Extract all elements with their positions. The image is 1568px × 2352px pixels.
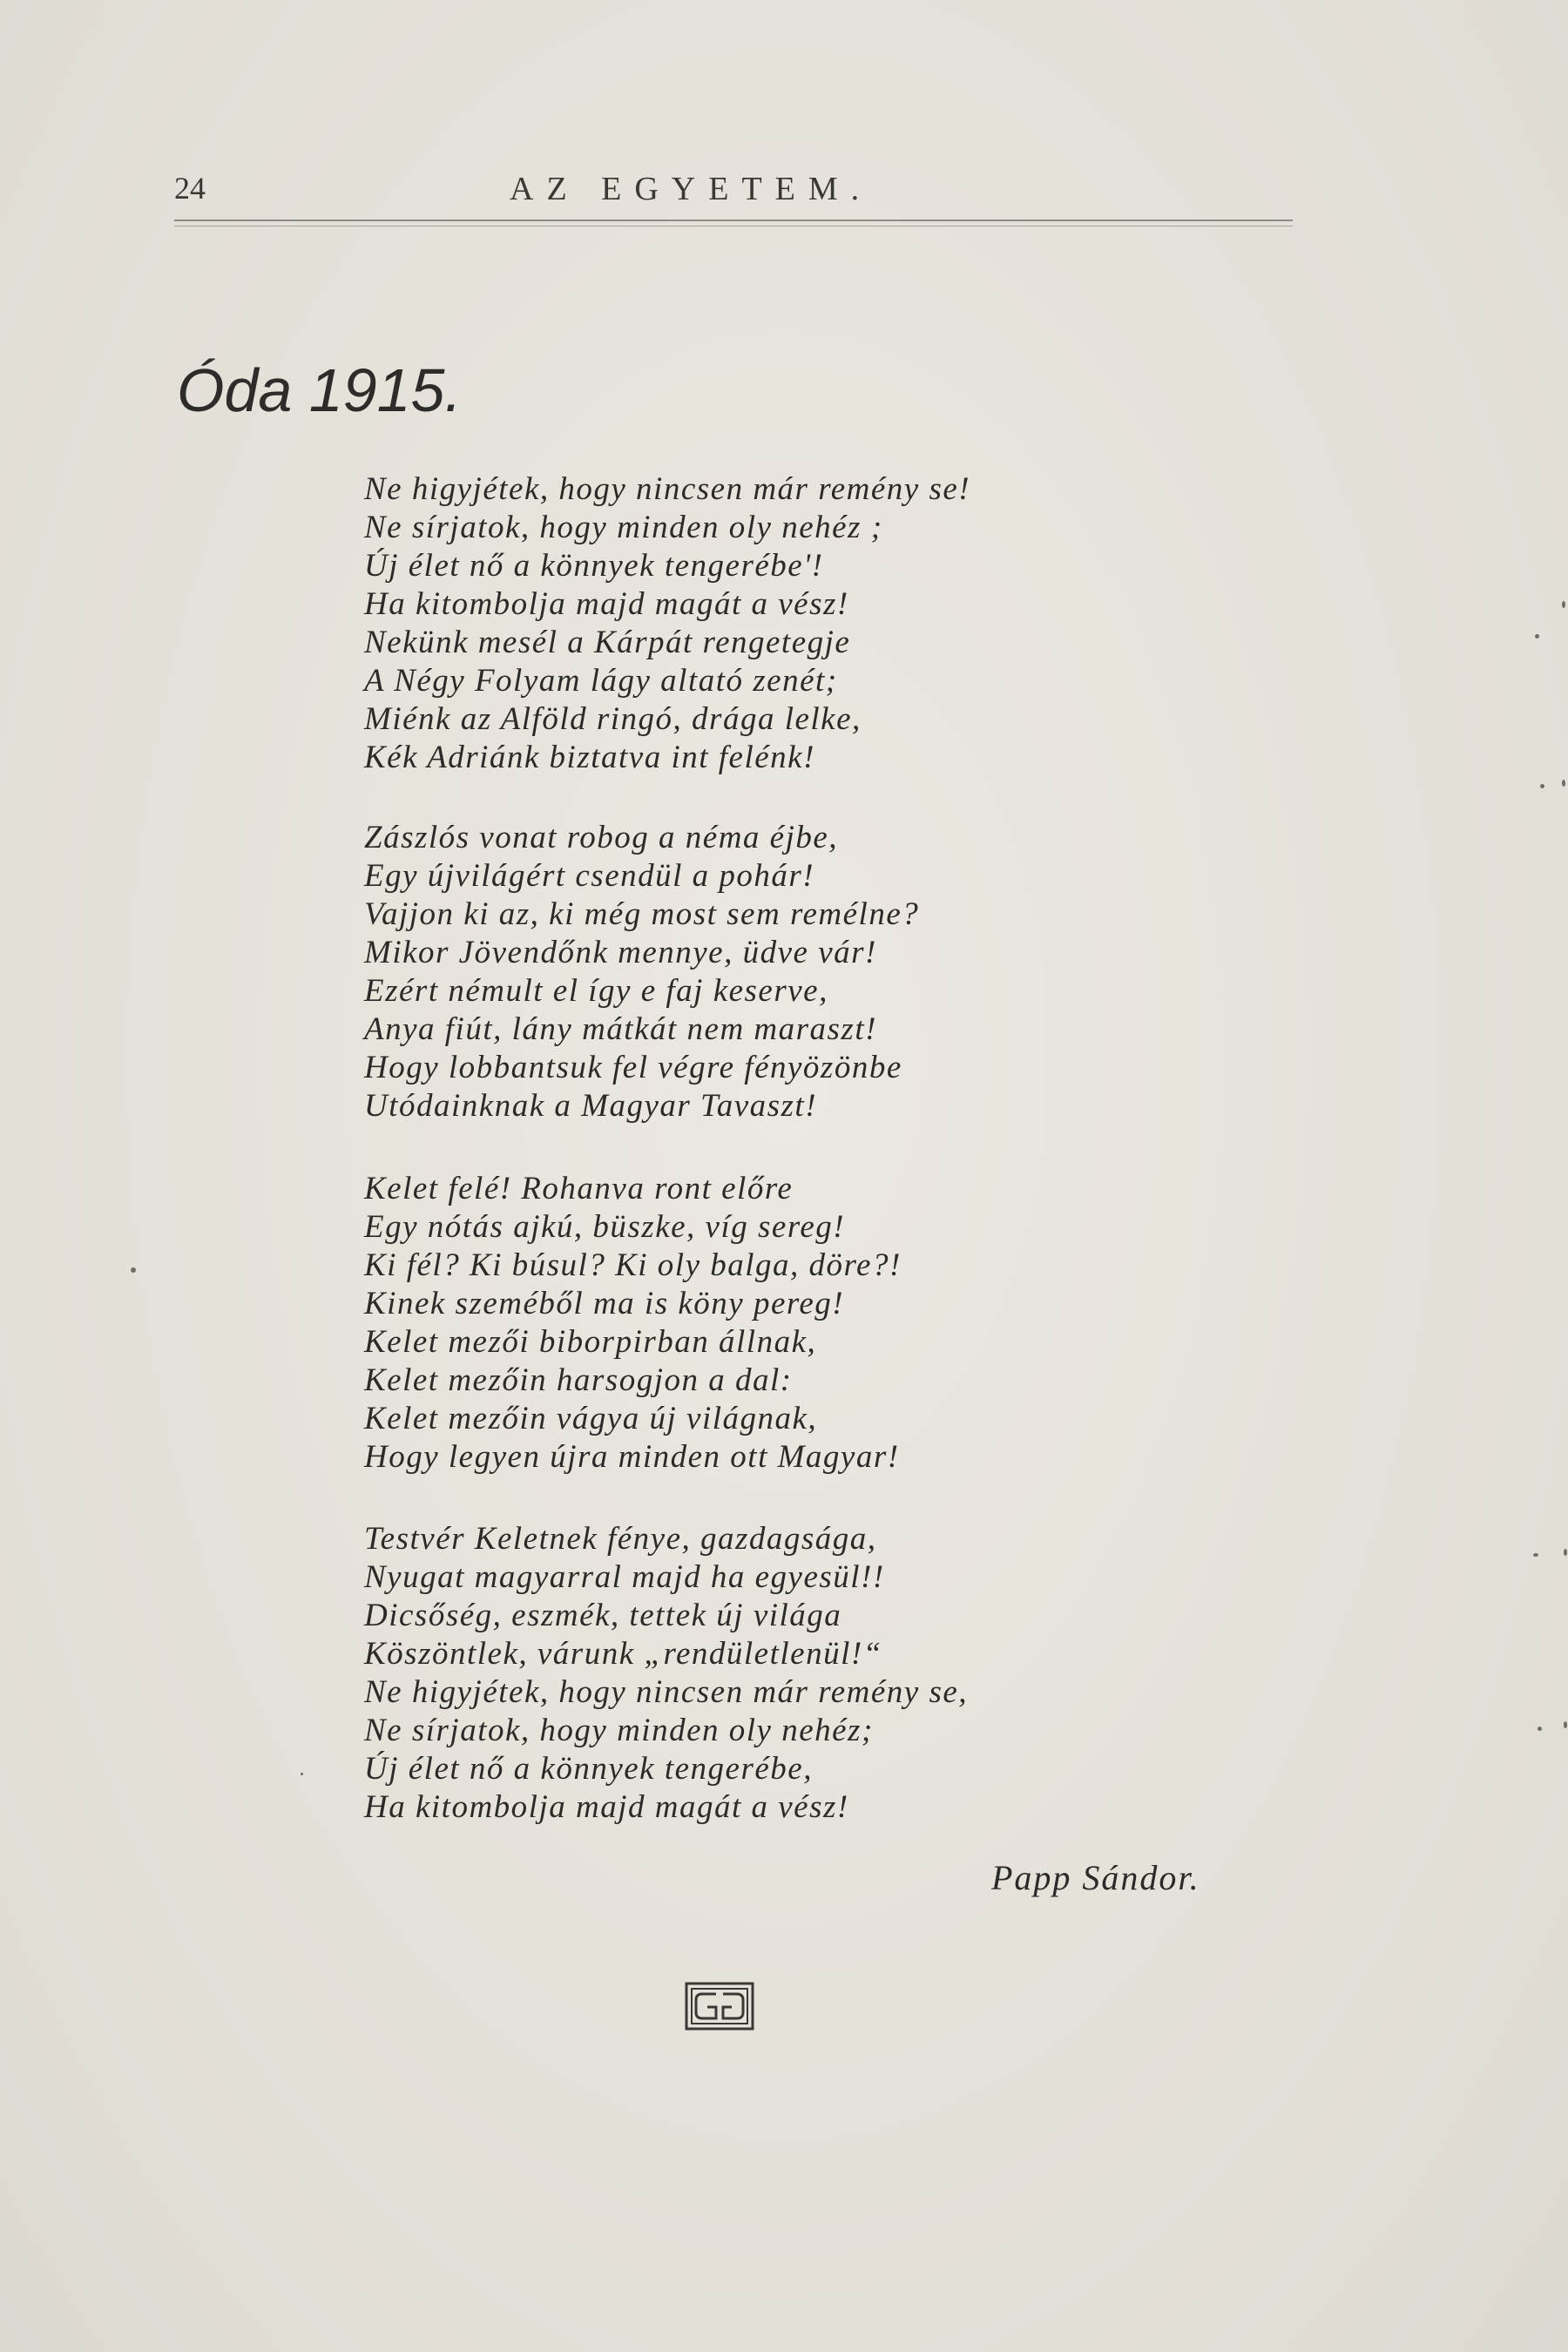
stanza-3 <box>364 1170 1235 1477</box>
verse-line: Zászlós vonat robog a néma éjbe, <box>364 820 839 855</box>
verse-line: Kék Adriánk biztatva int felénk! <box>364 740 815 775</box>
verse-line: Ha kitombolja majd magát a vész! <box>364 586 849 622</box>
verse-line: Anya fiút, lány mátkát nem maraszt! <box>364 1011 877 1047</box>
poem-title: Óda 1915. <box>177 356 462 424</box>
decorative-ornament-icon <box>685 1982 754 2031</box>
page-header <box>174 170 1293 222</box>
verse-line: Hogy legyen újra minden ott Magyar! <box>364 1439 900 1475</box>
speck <box>301 1773 303 1775</box>
speck <box>1535 634 1539 639</box>
verse-line: Nekünk mesél a Kárpát rengetegje <box>364 625 851 660</box>
verse-line: Dicsőség, eszmék, tettek új világa <box>364 1598 842 1633</box>
verse-line: Testvér Keletnek fénye, gazdagsága, <box>364 1521 877 1557</box>
verse-line: Ki fél? Ki búsul? Ki oly balga, döre?! <box>364 1247 902 1283</box>
verse-line: Mikor Jövendőnk mennye, üdve vár! <box>364 935 877 970</box>
verse-line: Egy újvilágért csendül a pohár! <box>364 858 815 894</box>
verse-line: Új élet nő a könnyek tengerébe'! <box>364 548 824 584</box>
verse-line: A Négy Folyam lágy altató zenét; <box>364 663 838 699</box>
verse-line: Utódainknak a Magyar Tavaszt! <box>364 1088 818 1124</box>
stanza-2 <box>364 819 1235 1125</box>
verse-line: Ne higyjétek, hogy nincsen már remény se! <box>364 471 971 507</box>
verse-line: Ha kitombolja majd magát a vész! <box>364 1789 849 1825</box>
speck <box>1564 1721 1567 1728</box>
speck <box>1564 1549 1567 1556</box>
verse-line: Ne higyjétek, hogy nincsen már remény se, <box>364 1674 969 1710</box>
speck <box>1562 601 1565 608</box>
verse-line: Kelet mezőin vágya új világnak, <box>364 1401 818 1436</box>
verse-line: Új élet nő a könnyek tengerébe, <box>364 1751 813 1787</box>
verse-line: Ezért némult el így e faj keserve, <box>364 973 828 1009</box>
speck <box>131 1267 136 1273</box>
verse-line: Miénk az Alföld ringó, drága lelke, <box>364 701 862 737</box>
page-number: 24 <box>174 171 206 206</box>
verse-line: Vajjon ki az, ki még most sem remélne? <box>364 896 920 932</box>
verse-line: Egy nótás ajkú, büszke, víg sereg! <box>364 1209 846 1245</box>
verse-line: Nyugat magyarral majd ha egyesül!! <box>364 1559 885 1595</box>
speck <box>1533 1553 1538 1557</box>
verse-line: Kelet mezőin harsogjon a dal: <box>364 1362 793 1398</box>
verse-line: Kelet felé! Rohanva ront előre <box>364 1171 794 1206</box>
speck <box>1538 1727 1542 1731</box>
verse-line: Köszöntlek, várunk „rendületlenül!“ <box>364 1636 882 1672</box>
header-rule <box>174 220 1293 221</box>
speck <box>1562 780 1565 787</box>
verse-line: Ne sírjatok, hogy minden oly nehéz ; <box>364 510 883 545</box>
running-title: AZ EGYETEM. <box>510 171 873 207</box>
author-signature: Papp Sándor. <box>991 1858 1200 1897</box>
verse-line: Hogy lobbantsuk fel végre fényözönbe <box>364 1050 902 1085</box>
stanza-4 <box>364 1520 1235 1827</box>
verse-line: Kinek szeméből ma is köny pereg! <box>364 1286 845 1321</box>
verse-line: Kelet mezői biborpirban állnak, <box>364 1324 817 1360</box>
speck <box>1540 784 1544 788</box>
stanza-1 <box>364 470 1235 777</box>
verse-line: Ne sírjatok, hogy minden oly nehéz; <box>364 1713 874 1748</box>
